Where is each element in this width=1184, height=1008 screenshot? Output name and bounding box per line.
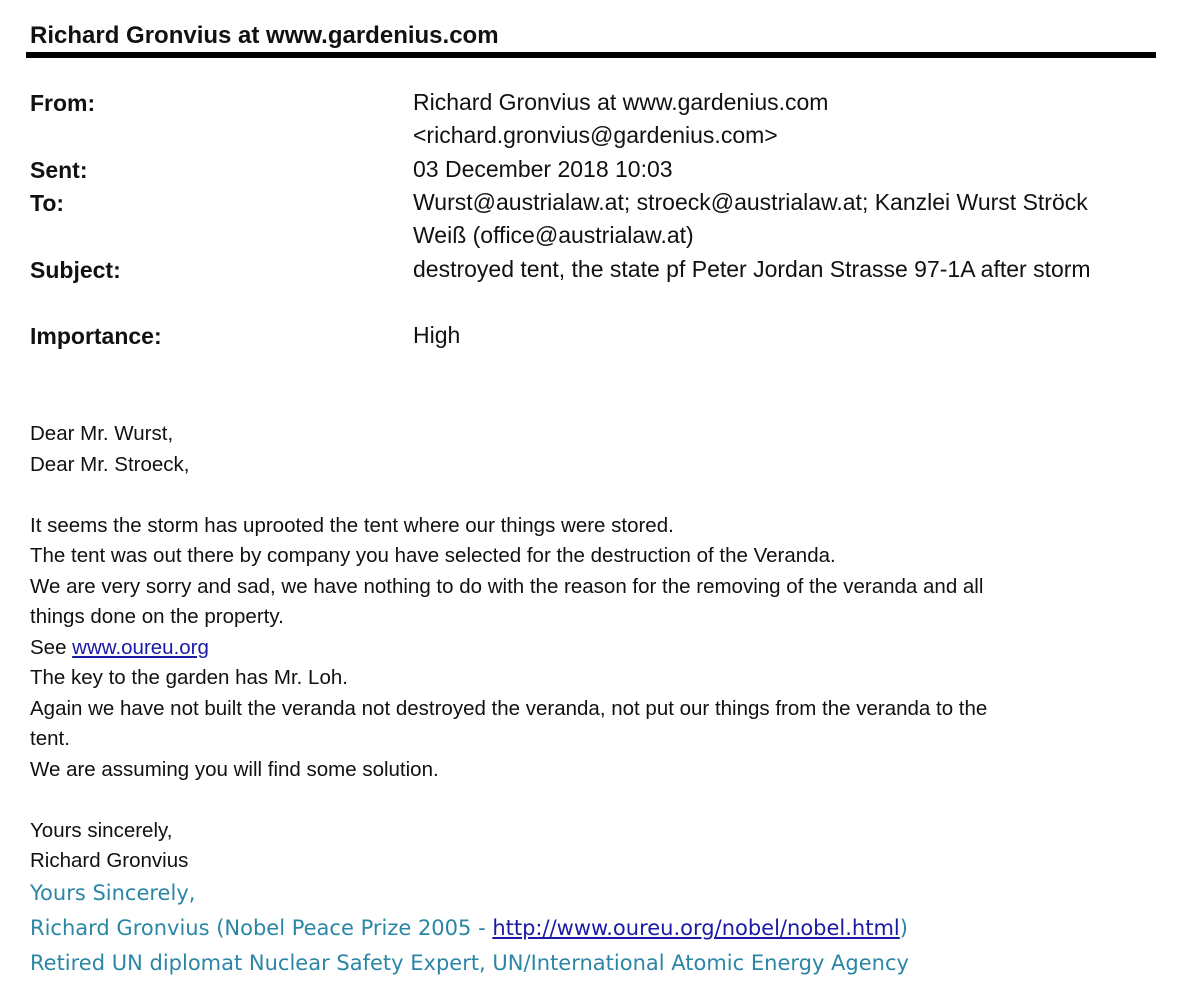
sent-label: Sent: bbox=[30, 157, 88, 183]
email-title: Richard Gronvius at www.gardenius.com bbox=[30, 22, 499, 49]
to-label: To: bbox=[30, 190, 65, 216]
signature-paren: ) bbox=[899, 916, 908, 940]
sent-value: 03 December 2018 10:03 bbox=[413, 156, 673, 182]
body-line: Again we have not built the veranda not destroyed the veranda, not put our things from the veranda to the bbox=[30, 696, 988, 720]
signature-closing: Yours Sincerely, bbox=[30, 881, 196, 905]
to-recipients-line2[interactable]: Weiß (office@austrialaw.at) bbox=[413, 222, 694, 248]
title-divider bbox=[26, 52, 1156, 58]
signature-name: Richard Gronvius (Nobel Peace Prize 2005 - bbox=[30, 916, 493, 940]
body-line: things done on the property. bbox=[30, 605, 284, 628]
email-body bbox=[30, 419, 1150, 877]
subject-label: Subject: bbox=[30, 257, 121, 283]
body-line: tent. bbox=[30, 727, 70, 750]
importance-value: High bbox=[413, 322, 461, 348]
from-value bbox=[413, 86, 828, 152]
body-line: We are very sorry and sad, we have nothing to do with the reason for the removing of the veranda and all bbox=[30, 574, 984, 598]
greeting-line: Dear Mr. Stroeck, bbox=[30, 452, 190, 476]
sender-name: Richard Gronvius bbox=[30, 849, 189, 872]
signature-title: Retired UN diplomat Nuclear Safety Expert, UN/International Atomic Energy Agency bbox=[30, 951, 909, 975]
closing-line: Yours sincerely, bbox=[30, 818, 173, 842]
body-line: The key to the garden has Mr. Loh. bbox=[30, 666, 348, 689]
from-address[interactable]: <richard.gronvius@gardenius.com> bbox=[413, 122, 778, 148]
body-line: We are assuming you will find some solution. bbox=[30, 757, 439, 781]
importance-label: Importance: bbox=[30, 323, 162, 349]
body-line: It seems the storm has uprooted the tent where our things were stored. bbox=[30, 513, 674, 537]
see-prefix: See bbox=[30, 635, 73, 659]
greeting-line: Dear Mr. Wurst, bbox=[30, 422, 174, 445]
from-name: Richard Gronvius at www.gardenius.com bbox=[413, 89, 829, 115]
paragraph-gap bbox=[30, 785, 1150, 816]
from-label: From: bbox=[30, 90, 96, 116]
signature-name-line bbox=[30, 916, 908, 940]
to-recipients-line1[interactable]: Wurst@austrialaw.at; stroeck@austrialaw.at; Kanzlei Wurst Ströck bbox=[413, 189, 1088, 215]
body-line: The tent was out there by company you have selected for the destruction of the Veranda. bbox=[30, 544, 836, 567]
website-link[interactable]: www.oureu.org bbox=[72, 635, 209, 659]
see-line bbox=[30, 633, 1150, 664]
to-value bbox=[413, 186, 1088, 252]
subject-value: destroyed tent, the state pf Peter Jordan Strasse 97-1A after storm bbox=[413, 256, 1091, 282]
paragraph-gap bbox=[30, 480, 1150, 511]
nobel-link[interactable]: http://www.oureu.org/nobel/nobel.html bbox=[492, 916, 900, 940]
